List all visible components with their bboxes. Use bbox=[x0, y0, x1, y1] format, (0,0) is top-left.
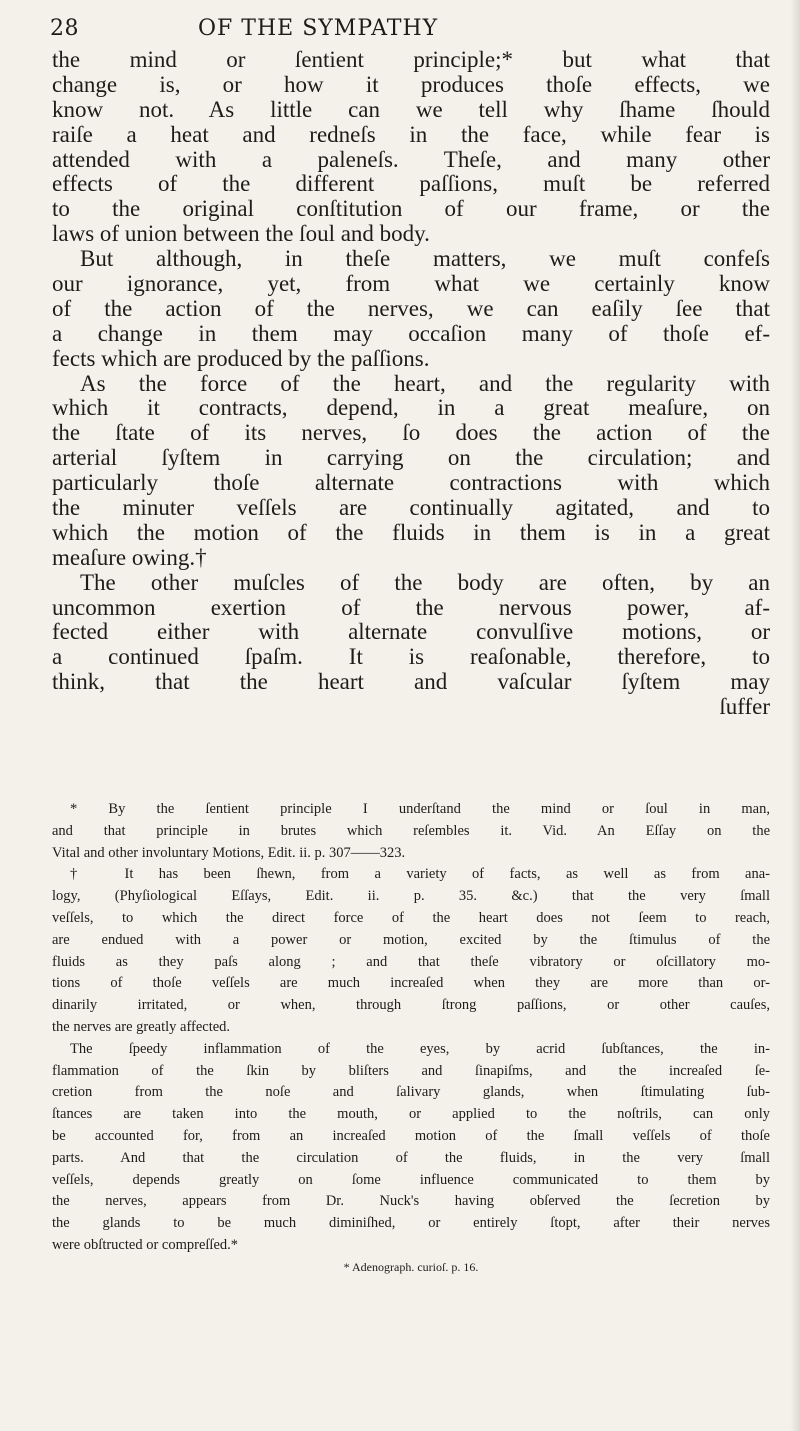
text-line: a change in them may occaſion many of thoſe ef- bbox=[52, 321, 770, 346]
running-title: OF THE SYMPATHY bbox=[198, 16, 439, 41]
text-line: think, that the heart and vaſcular ſyſtem may bbox=[52, 670, 770, 695]
sub-footnote: * Adenograph. curioſ. p. 16. bbox=[343, 1259, 479, 1274]
text-line: fects which are produced by the paſſions. bbox=[52, 346, 430, 371]
text-line: which the motion of the fluids in them is in a great bbox=[52, 520, 770, 545]
text-line: of the action of the nerves, we can eaſily ſee that bbox=[52, 296, 770, 321]
footnote-line: and that principle in brutes which reſembles it. Vid. An Eſſay on the bbox=[52, 822, 770, 839]
text-line: attended with a paleneſs. Theſe, and many other bbox=[52, 147, 770, 172]
text-line: particularly thoſe alternate contractions with which bbox=[52, 471, 770, 496]
footnote-line: tions of thoſe veſſels are much increaſed when they are more than or- bbox=[52, 975, 770, 992]
footnote-line: logy, (Phyſiological Eſſays, Edit. ii. p. 35. &c.) that the very ſmall bbox=[52, 888, 770, 905]
footnote-line: The ſpeedy inflammation of the eyes, by acrid ſubſtances, the in- bbox=[70, 1040, 770, 1057]
catchword: ſuffer bbox=[719, 695, 770, 720]
footnote-line: fluids as they paſs along ; and that theſe vibratory or oſcillatory mo- bbox=[52, 953, 770, 970]
text-line: the ſtate of its nerves, ſo does the action of the bbox=[52, 421, 770, 446]
text-line: fected either with alternate convulſive motions, or bbox=[52, 620, 770, 645]
text-line: which it contracts, depend, in a great meaſure, on bbox=[52, 396, 770, 421]
text-line: the mind or ſentient principle;* but what that bbox=[52, 48, 770, 72]
footnote-line: Vital and other involuntary Motions, Edit. ii. p. 307——323. bbox=[52, 844, 406, 861]
text-line: But although, in theſe matters, we muſt confeſs bbox=[80, 247, 770, 272]
text-line: As the force of the heart, and the regularity with bbox=[80, 371, 770, 396]
footnote-line: ſtances are taken into the mouth, or applied to the noſtrils, can only bbox=[52, 1106, 770, 1123]
footnote-line: the nerves are greatly affected. bbox=[52, 1018, 231, 1035]
text-line: to the original conſtitution of our frame, or the bbox=[52, 197, 770, 222]
footnote-line: the glands to be much diminiſhed, or entirely ſtopt, after their nerves bbox=[52, 1215, 770, 1232]
page-edge-shadow bbox=[790, 0, 800, 1431]
footnote-line: dinarily irritated, or when, through ſtrong paſſions, or other cauſes, bbox=[52, 997, 770, 1014]
footnote-line: be accounted for, from an increaſed motion of the ſmall veſſels of thoſe bbox=[52, 1127, 770, 1144]
page-header bbox=[50, 6, 770, 46]
text-line: laws of union between the ſoul and body. bbox=[52, 222, 430, 247]
text-line: raiſe a heat and redneſs in the face, while fear is bbox=[52, 122, 770, 147]
footnote-line: † It has been ſhewn, from a variety of facts, as well as from ana- bbox=[70, 866, 770, 883]
footnote-line: veſſels, to which the direct force of the heart does not ſeem to reach, bbox=[52, 909, 770, 926]
text-line: a continued ſpaſm. It is reaſonable, therefore, to bbox=[52, 645, 770, 670]
footnote-line: the nerves, appears from Dr. Nuck's having obſerved the ſecretion by bbox=[52, 1193, 770, 1210]
footnote-line: veſſels, depends greatly on ſome influence communicated to them by bbox=[52, 1171, 770, 1188]
text-line: arterial ſyſtem in carrying on the circulation; and bbox=[52, 446, 770, 471]
text-line: know not. As little can we tell why ſhame ſhould bbox=[52, 97, 770, 122]
footnote-line: parts. And that the circulation of the fluids, in the very ſmall bbox=[52, 1149, 770, 1166]
footnote-line: cretion from the noſe and ſalivary glands, when ſtimulating ſub- bbox=[52, 1084, 770, 1101]
footnotes bbox=[52, 799, 770, 1279]
text-line: uncommon exertion of the nervous power, af- bbox=[52, 595, 770, 620]
text-line: the minuter veſſels are continually agitated, and to bbox=[52, 496, 770, 521]
text-line: meaſure owing.† bbox=[52, 545, 207, 570]
text-line: The other muſcles of the body are often, by an bbox=[80, 570, 770, 595]
text-line: our ignorance, yet, from what we certainly know bbox=[52, 272, 770, 297]
text-line: change is, or how it produces thoſe effects, we bbox=[52, 72, 770, 97]
footnote-line: * By the ſentient principle I underſtand the mind or ſoul in man, bbox=[70, 801, 770, 817]
text-line: effects of the different paſſions, muſt be referred bbox=[52, 172, 770, 197]
footnote-line: are endued with a power or motion, excited by the ſtimulus of the bbox=[52, 931, 770, 948]
body-text bbox=[52, 48, 770, 720]
footnote-line: were obſtructed or compreſſed.* bbox=[52, 1236, 239, 1253]
footnote-line: flammation of the ſkin by bliſters and ſinapiſms, and the increaſed ſe- bbox=[52, 1062, 770, 1079]
page-number: 28 bbox=[50, 16, 79, 41]
